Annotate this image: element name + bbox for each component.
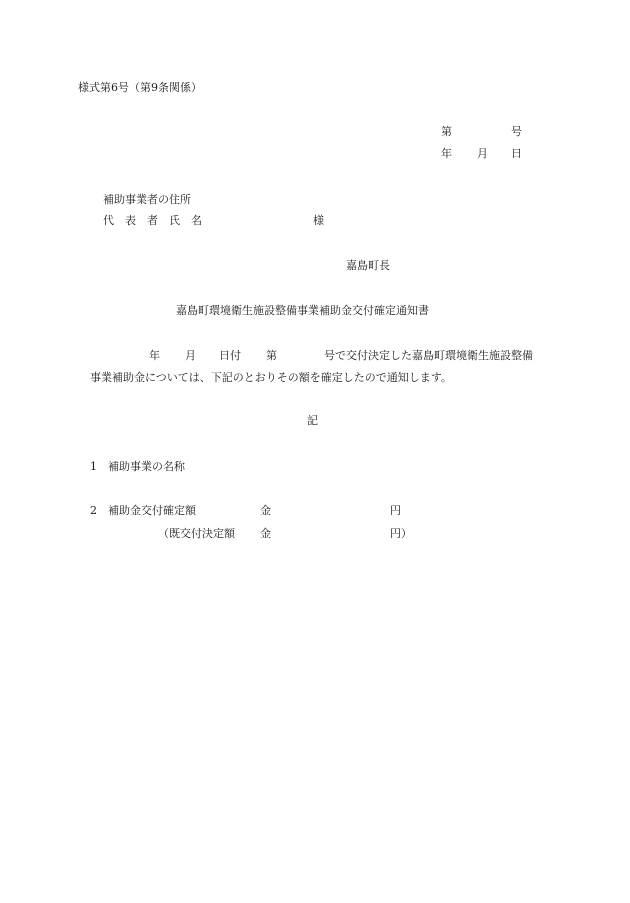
recipient-address-label: 補助事業者の住所 <box>103 193 191 206</box>
item-2-confirmed-amount-label: 2 補助金交付確定額 <box>90 504 196 517</box>
date-year-label: 年 <box>441 147 452 160</box>
item-3-kin: 金 <box>260 527 271 540</box>
date-day-label: 日 <box>511 147 522 160</box>
date-month-label: 月 <box>477 147 488 160</box>
body-day-ref-label: 日付 <box>219 349 241 362</box>
item-3-yen: 円） <box>390 527 412 540</box>
item-1-project-name: 1 補助事業の名称 <box>90 460 185 473</box>
doc-number-suffix: 号 <box>511 125 522 138</box>
body-month-label: 月 <box>185 349 196 362</box>
recipient-name-label: 代 表 者 氏 名 <box>103 214 202 227</box>
recipient-honorific: 様 <box>313 214 324 227</box>
form-number: 様式第6号（第9条関係） <box>78 81 202 94</box>
doc-number-prefix: 第 <box>441 125 452 138</box>
body-year-label: 年 <box>149 349 160 362</box>
document-title: 嘉島町環境衛生施設整備事業補助金交付確定通知書 <box>176 304 429 317</box>
body-line1-rest: 号で交付決定した嘉島町環境衛生施設整備 <box>324 349 533 362</box>
ki-heading: 記 <box>307 414 318 427</box>
item-2-yen: 円 <box>390 504 401 517</box>
issuer: 嘉島町長 <box>346 259 390 272</box>
body-number-prefix: 第 <box>266 349 277 362</box>
item-3-already-decided-label: （既交付決定額 <box>158 527 235 540</box>
item-2-kin: 金 <box>260 504 271 517</box>
body-line2: 事業補助金については、下記のとおりその額を確定したので通知します。 <box>90 371 452 384</box>
